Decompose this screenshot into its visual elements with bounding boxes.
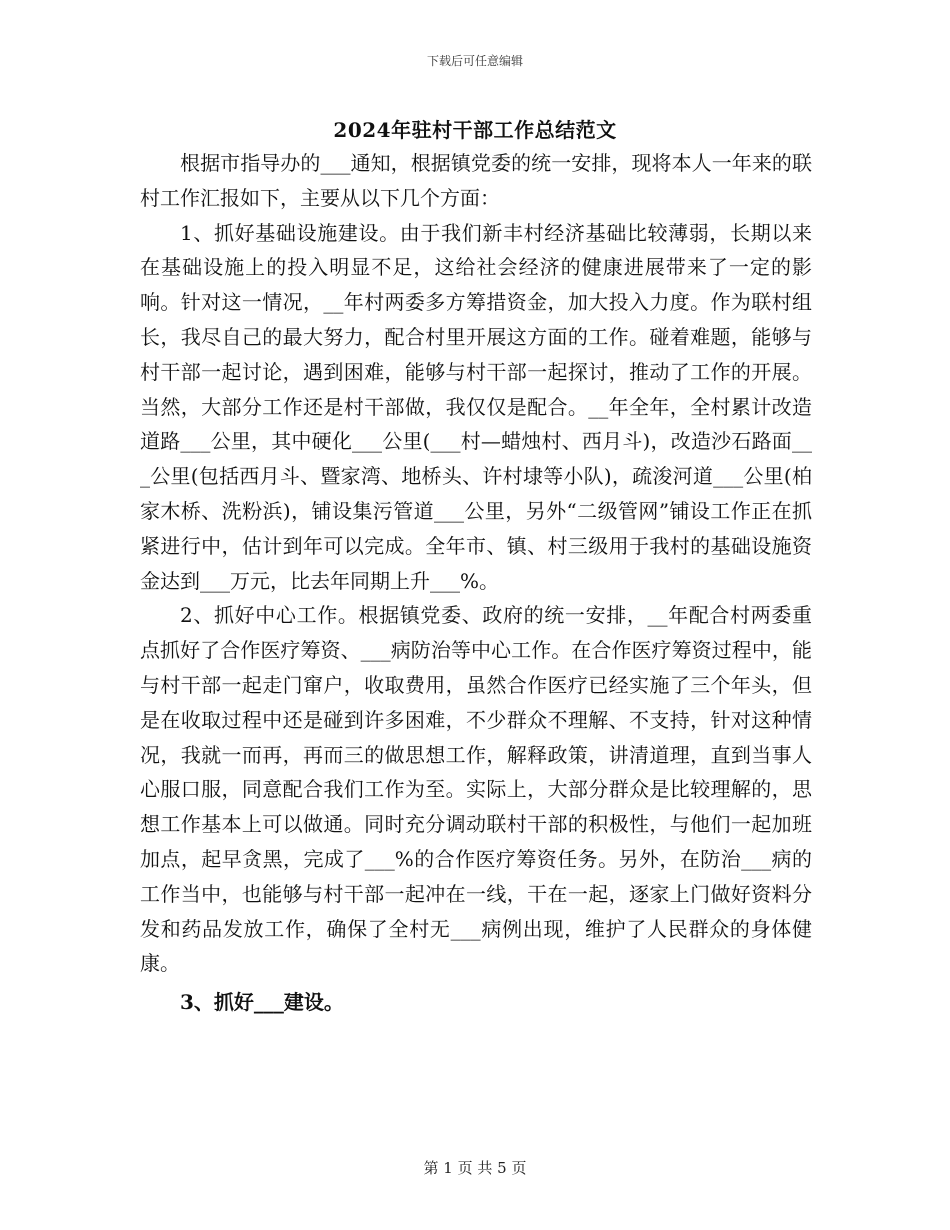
section-heading: 3、抓好___建设。 [180,990,344,1015]
paragraph-intro: 根据市指导办的___通知，根据镇党委的统一安排，现将本人一年来的联村工作汇报如下，主要从以下几个方面： [140,151,812,210]
document-title: 2024年驻村干部工作总结范文 [333,118,617,142]
document-body [140,146,812,1020]
page-number: 第 1 页 共 5 页 [423,1159,527,1177]
paragraph-infrastructure: 1、抓好基础设施建设。由于我们新丰村经济基础比较薄弱，长期以来在基础设施上的投入明显不足，这给社会经济的健康进展带来了一定的影响。针对这一情况，__年村两委多方筹措资金，加大投入力度。作为联村组长，我尽自己的最大努力，配合村里开展这方面的工作。碰着难题，能够与村干部一起讨论，遇到困难，能够与村干部一起探讨，推动了工作的开展。当然，大部分工作还是村干部做，我仅仅是配合。__年全年，全村累计改造道路___公里，其中硬化___公里(___村—蜡烛村、西月斗)，改造沙石路面___公里(包括西月斗、暨家湾、地桥头、许村埭等小队)，疏浚河道___公里(柏家木桥、洗粉浜)，铺设集污管道___公里，另外“二级管网”铺设工作正在抓紧进行中，估计到年可以完成。全年市、镇、村三级用于我村的基础设施资金达到___万元，比去年同期上升___%。 [140,220,812,593]
paragraph-central-work: 2、抓好中心工作。根据镇党委、政府的统一安排，__年配合村两委重点抓好了合作医疗筹资、___病防治等中心工作。在合作医疗筹资过程中，能与村干部一起走门窜户，收取费用，虽然合作医疗已经实施了三个年头，但是在收取过程中还是碰到许多困难，不少群众不理解、不支持，针对这种情况，我就一而再，再而三的做思想工作，解释政策，讲清道理，直到当事人心服口服，同意配合我们工作为至。实际上，大部分群众是比较理解的，思想工作基本上可以做通。同时充分调动联村干部的积极性，与他们一起加班加点，起早贪黑，完成了___%的合作医疗筹资任务。另外，在防治___病的工作当中，也能够与村干部一起冲在一线，干在一起，逐家上门做好资料分发和药品发放工作，确保了全村无___病例出现，维护了人民群众的身体健康。 [140,603,812,976]
header-note: 下载后可任意编辑 [426,54,523,68]
